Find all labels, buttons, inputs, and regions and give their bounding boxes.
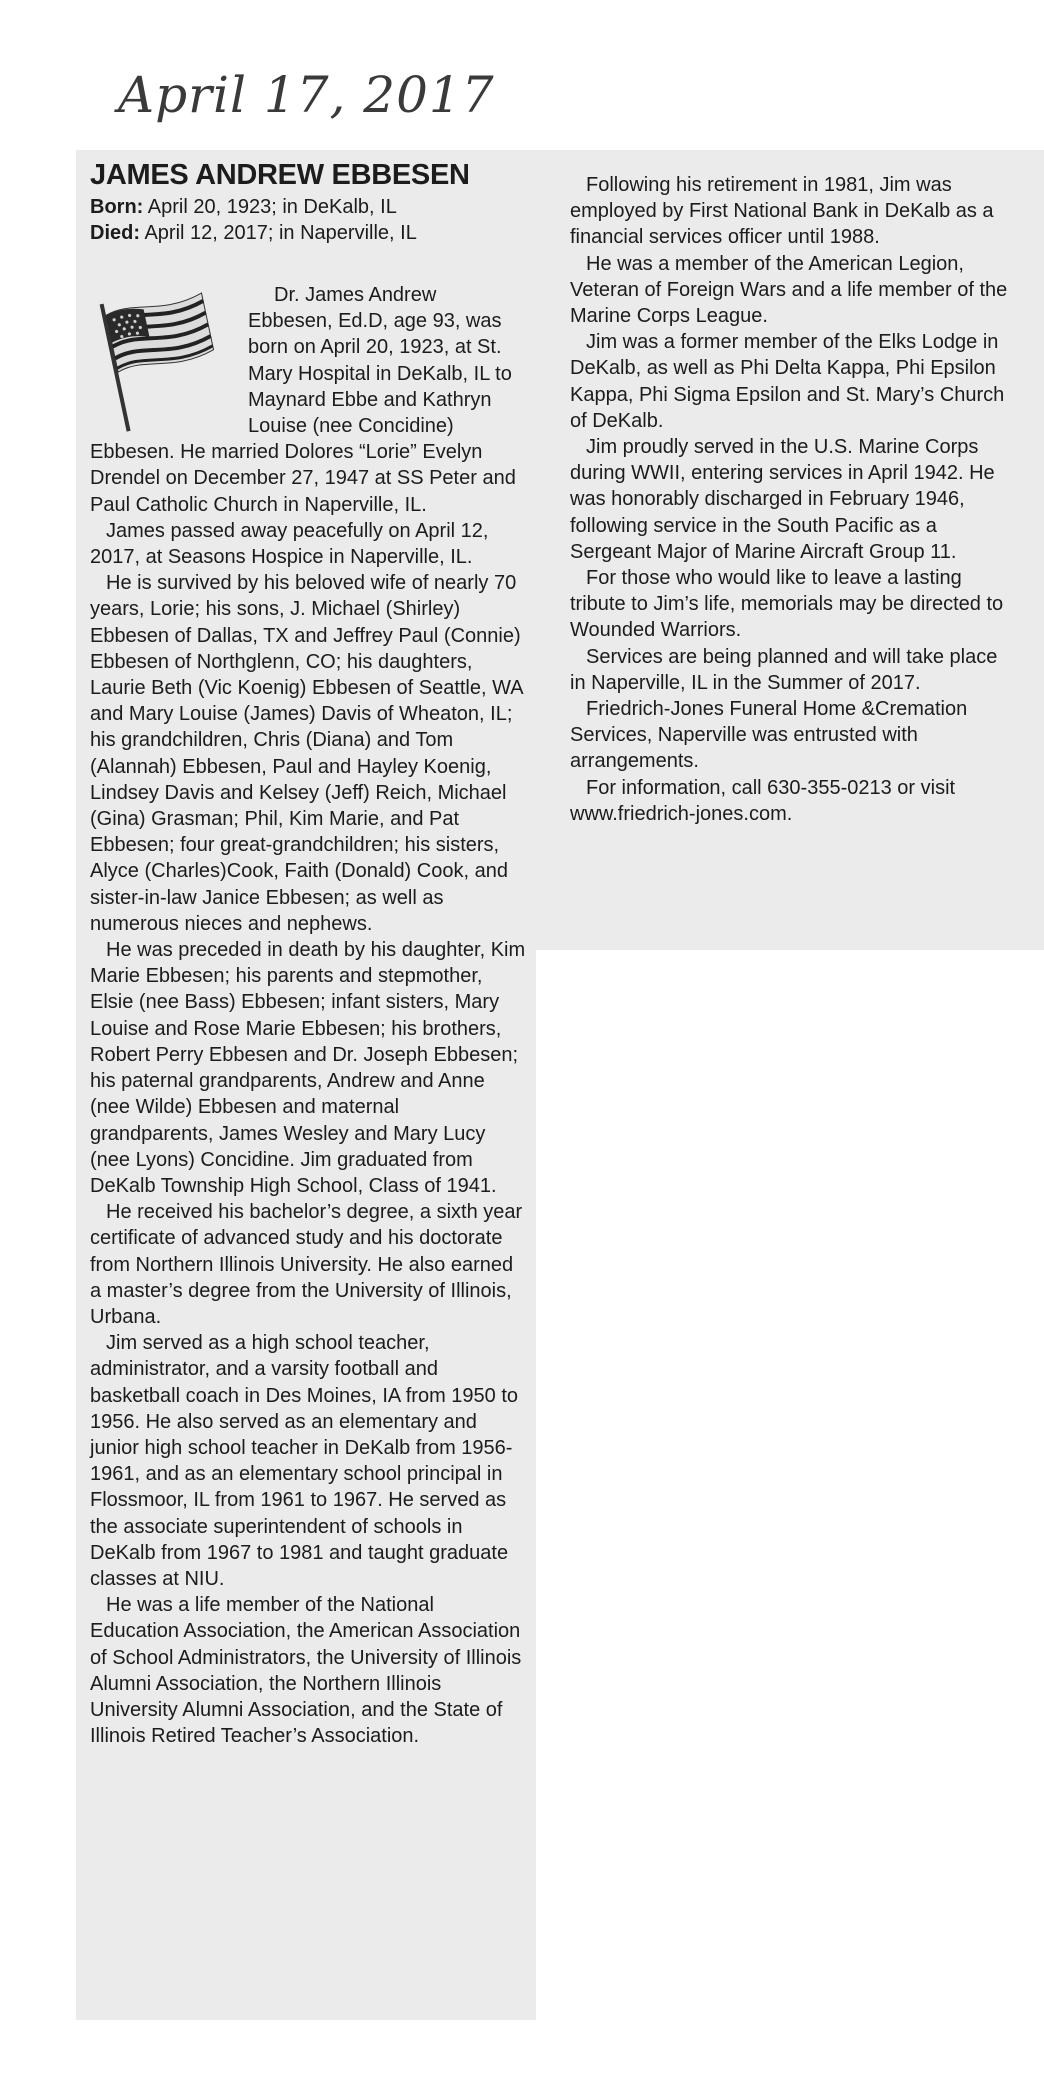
- american-flag-icon: [90, 282, 240, 432]
- obituary-paragraph: Jim proudly served in the U.S. Marine Corps during WWII, entering services in April 1942. He was honorably discharged in February 1946, following service in the South Pacific as a Sergeant Major of Marine Aircraft Group 11.: [570, 436, 995, 563]
- obituary-paragraph: Dr. James Andrew Ebbesen, Ed.D, age 93, was born on April 20, 1923, at St. Mary Hospital in DeKalb, IL to Maynard Ebbe and Kathryn Louise (nee Concidine) Ebbesen. He married Dolores “Lorie” Evelyn Drendel on December 27, 1947 at SS Peter and Paul Catholic Church in Naperville, IL.: [90, 284, 516, 516]
- obituary-paragraph: For those who would like to leave a lasting tribute to Jim’s life, memorials may be directed to Wounded Warriors.: [570, 567, 1004, 642]
- born-line: [90, 194, 526, 220]
- obituary-paragraph: He was preceded in death by his daughter, Kim Marie Ebbesen; his parents and stepmother, Elsie (nee Bass) Ebbesen; infant sisters, Mary Louise and Rose Marie Ebbesen; his brothers, Robert Perry Ebbesen and Dr. Joseph Ebbesen; his paternal grandparents, Andrew and Anne (nee Wilde) Ebbesen and maternal grandparents, James Wesley and Mary Lucy (nee Lyons) Concidine. Jim graduated from DeKalb Township High School, Class of 1941.: [90, 939, 526, 1197]
- obituary-paragraph: Jim was a former member of the Elks Lodge in DeKalb, as well as Phi Delta Kappa, Phi Epsilon Kappa, Phi Sigma Epsilon and St. Mary’s Church of DeKalb.: [570, 331, 1005, 432]
- handwritten-date: April 17, 2017: [118, 66, 495, 124]
- died-label: Died:: [90, 222, 140, 244]
- obituary-paragraph: Following his retirement in 1981, Jim was employed by First National Bank in DeKalb as a financial services officer until 1988.: [570, 174, 994, 249]
- obituary-paragraph: Friedrich-Jones Funeral Home &Cremation Services, Naperville was entrusted with arrangements.: [570, 698, 968, 773]
- died-line: [90, 220, 526, 246]
- flag-paragraph-block: [90, 282, 526, 518]
- died-value: April 12, 2017; in Naperville, IL: [144, 222, 417, 244]
- born-label: Born:: [90, 196, 144, 218]
- obituary-paragraph: He is survived by his beloved wife of nearly 70 years, Lorie; his sons, J. Michael (Shirley) Ebbesen of Dallas, TX and Jeffrey Paul (Connie) Ebbesen of Northglenn, CO; his daughters, Laurie Beth (Vic Koenig) Ebbesen of Seattle, WA and Mary Louise (James) Davis of Wheaton, IL; his grandchildren, Chris (Diana) and Tom (Alannah) Ebbesen, Paul and Hayley Koenig, Lindsey Davis and Kelsey (Jeff) Reich, Michael (Gina) Grasman; Phil, Kim Marie, and Pat Ebbesen; four great-grandchildren; his sisters, Alyce (Charles)Cook, Faith (Donald) Cook, and sister-in-law Janice Ebbesen; as well as numerous nieces and nephews.: [90, 572, 523, 935]
- born-value: April 20, 1923; in DeKalb, IL: [147, 196, 397, 218]
- obituary-paragraph: Services are being planned and will take place in Naperville, IL in the Summer of 2017.: [570, 645, 998, 694]
- obituary-left-column: [90, 158, 526, 1749]
- obituary-paragraph: He was a life member of the National Education Association, the American Association of School Administrators, the University of Illinois Alumni Association, the Northern Illinois University Alumni Association, and the State of Illinois Retired Teacher’s Association.: [90, 1594, 522, 1748]
- obituary-paragraph: Jim served as a high school teacher, administrator, and a varsity football and basketball coach in Des Moines, IA from 1950 to 1956. He also served as an elementary and junior high school teacher in DeKalb from 1956-1961, and as an elementary school principal in Flossmoor, IL from 1961 to 1967. He served as the associate superintendent of schools in DeKalb from 1967 to 1981 and taught graduate classes at NIU.: [90, 1332, 519, 1590]
- obituary-paragraph: James passed away peacefully on April 12, 2017, at Seasons Hospice in Naperville, IL.: [90, 519, 489, 569]
- obituary-paragraph: For information, call 630-355-0213 or visit www.friedrich-jones.com.: [570, 776, 956, 825]
- obituary-paragraph: He received his bachelor’s degree, a sixth year certificate of advanced study and his doctorate from Northern Illinois University. He also earned a master’s degree from the University of Illinois, Urbana.: [90, 1201, 523, 1328]
- obituary-paragraph: He was a member of the American Legion, Veteran of Foreign Wars and a life member of the Marine Corps League.: [570, 252, 1008, 328]
- obituary-right-column: [570, 172, 1016, 827]
- obituary-name: JAMES ANDREW EBBESEN: [90, 159, 470, 191]
